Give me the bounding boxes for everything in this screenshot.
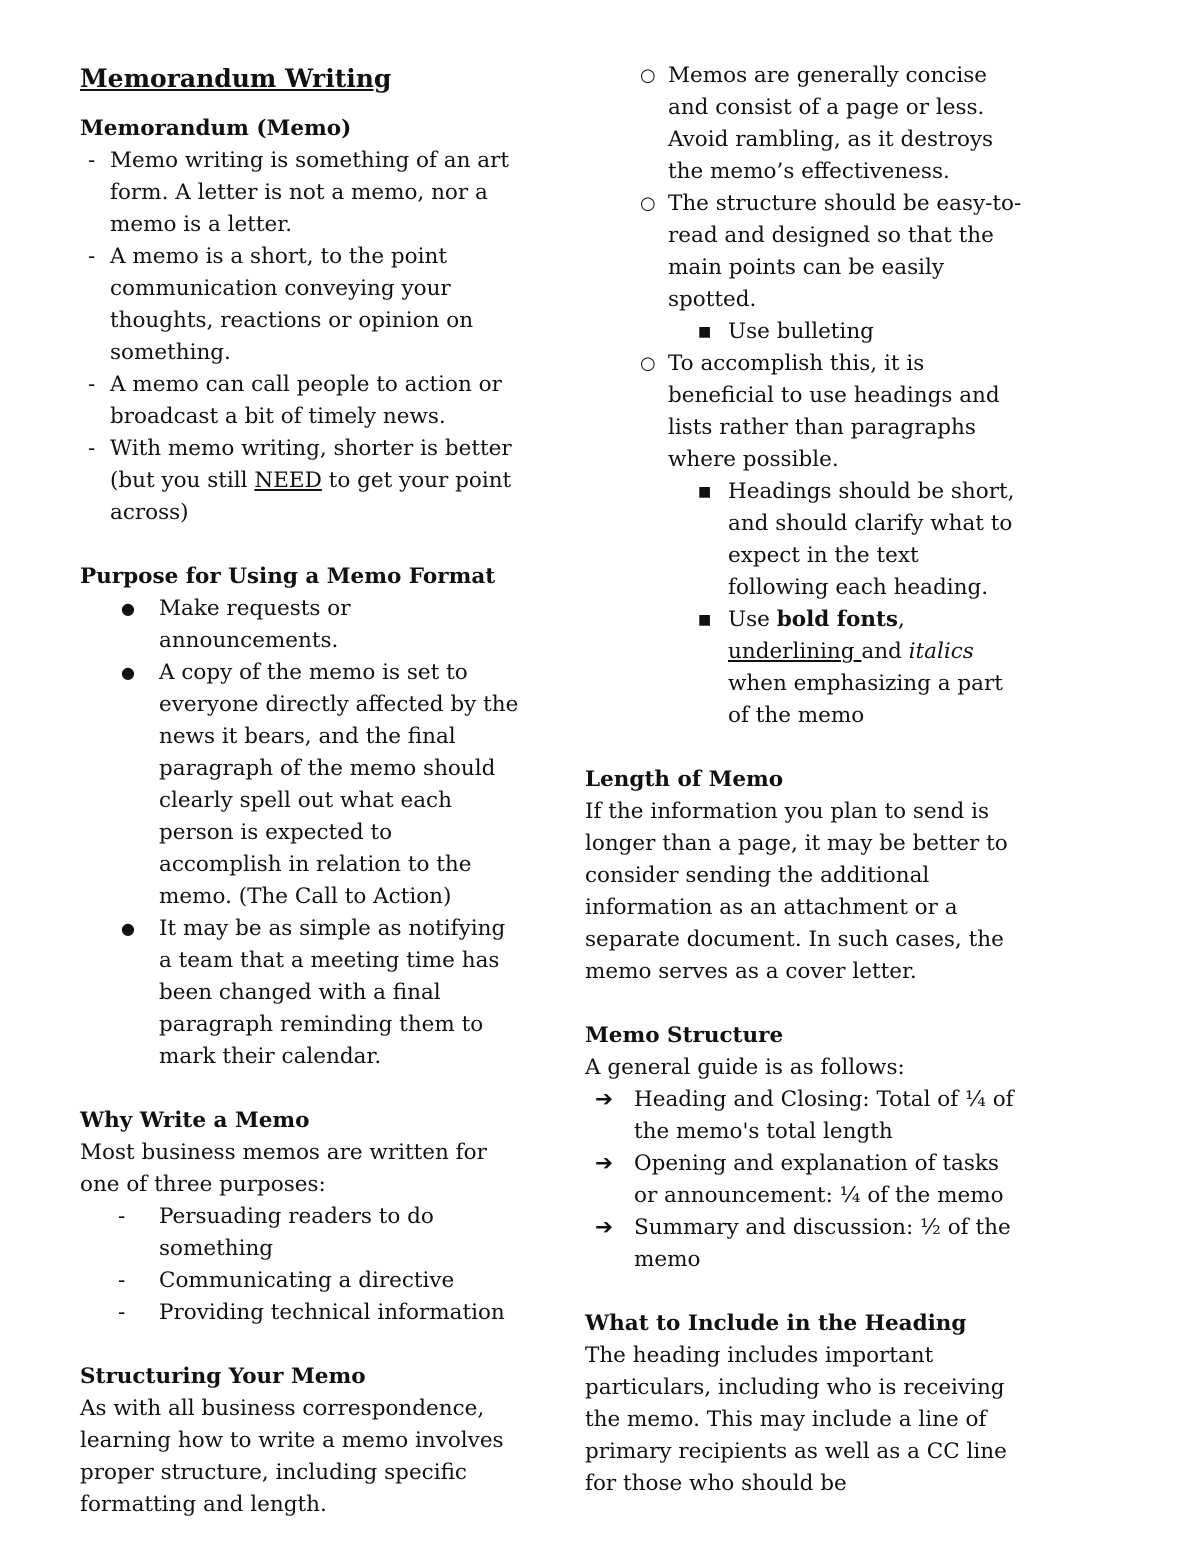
purpose-item: ● Make requests or announcements. (80, 593, 520, 657)
why-item: - Communicating a directive (80, 1265, 520, 1297)
why-item: - Providing technical information (80, 1297, 520, 1329)
memo-item: - A memo can call people to action or broadcast a bit of timely news. (80, 369, 520, 433)
bullet-square-icon: ■ (698, 324, 712, 340)
purpose-item: ● A copy of the memo is set to everyone directly affected by the news it bears, and the final paragraph of the memo should clearly spell out what each person is expected to accomplish in relation to the memo. (The Call to Action) (80, 657, 520, 913)
structure-item: ➔ Heading and Closing: Total of ¼ of the memo's total length (585, 1084, 1025, 1148)
dash-marker: - (88, 436, 96, 461)
include-body: The heading includes important particulars, including who is receiving the memo. This may include a line of primary recipients as well as a CC line for those who should be (585, 1343, 1007, 1496)
length-heading: Length of Memo (585, 767, 784, 792)
structuring-point: ○ Memos are generally concise and consist of a page or less. Avoid rambling, as it destroys the memo’s effectiveness. (550, 60, 1025, 188)
arrow-right-icon: ➔ (595, 1151, 614, 1176)
why-item: - Persuading readers to do something (80, 1201, 520, 1265)
structuring-point: ○ To accomplish this, it is beneficial to use headings and lists rather than paragraphs where possible. (550, 348, 1025, 476)
structure-intro: A general guide is as follows: (585, 1055, 905, 1080)
length-body: If the information you plan to send is longer than a page, it may be better to consider sending the additional information as an attachment or a separate document. In such cases, the memo serves as a cover letter. (585, 799, 1008, 984)
italics-example: italics (908, 639, 974, 664)
why-intro: Most business memos are written for one of three purposes: (80, 1140, 487, 1197)
left-column (80, 59, 520, 1521)
structure-heading: Memo Structure (585, 1023, 784, 1048)
structure-item: ➔ Opening and explanation of tasks or announcement: ¼ of the memo (585, 1148, 1025, 1212)
bold-example: bold fonts (776, 607, 899, 632)
structuring-subpoint: ■ Use bold fonts, underlining and italics when emphasizing a part of the memo (550, 604, 1025, 732)
purpose-item: ● It may be as simple as notifying a team that a meeting time has been changed with a final paragraph reminding them to mark their calendar. (80, 913, 520, 1073)
memo-item: - A memo is a short, to the point communication conveying your thoughts, reactions or opinion on something. (80, 241, 520, 369)
dash-marker: - (88, 148, 96, 173)
dash-marker: - (118, 1204, 126, 1229)
right-column (585, 60, 1025, 1500)
document-title: Memorandum Writing (80, 64, 392, 93)
include-heading: What to Include in the Heading (585, 1311, 967, 1336)
arrow-right-icon: ➔ (595, 1087, 614, 1112)
dash-marker: - (118, 1268, 126, 1293)
emphasized-word: NEED (254, 468, 322, 493)
dash-marker: - (88, 244, 96, 269)
memo-heading: Memorandum (Memo) (80, 116, 352, 141)
dash-marker: - (118, 1300, 126, 1325)
arrow-right-icon: ➔ (595, 1215, 614, 1240)
purpose-heading: Purpose for Using a Memo Format (80, 564, 496, 589)
structuring-point: ○ The structure should be easy-to-read and designed so that the main points can be easily spotted. (550, 188, 1025, 316)
dash-marker: - (88, 372, 96, 397)
structure-item: ➔ Summary and discussion: ½ of the memo (585, 1212, 1025, 1276)
why-heading: Why Write a Memo (80, 1108, 310, 1133)
bullet-dot-icon: ● (121, 663, 135, 682)
structuring-subpoint: ■ Use bulleting (550, 316, 1025, 348)
bullet-circle-icon: ○ (640, 65, 656, 86)
bullet-square-icon: ■ (698, 612, 712, 628)
bullet-circle-icon: ○ (640, 193, 656, 214)
bullet-square-icon: ■ (698, 484, 712, 500)
structuring-body: As with all business correspondence, learning how to write a memo involves proper structure, including specific formatting and length. (80, 1396, 504, 1517)
memo-item: - Memo writing is something of an art form. A letter is not a memo, nor a memo is a letter. (80, 145, 520, 241)
bullet-circle-icon: ○ (640, 353, 656, 374)
underline-example: underlining (728, 639, 862, 664)
bullet-dot-icon: ● (121, 919, 135, 938)
bullet-dot-icon: ● (121, 599, 135, 618)
structuring-subpoint: ■ Headings should be short, and should clarify what to expect in the text following each heading. (550, 476, 1025, 604)
memo-item: - With memo writing, shorter is better (but you still NEED to get your point across) (80, 433, 520, 529)
structuring-heading: Structuring Your Memo (80, 1364, 366, 1389)
